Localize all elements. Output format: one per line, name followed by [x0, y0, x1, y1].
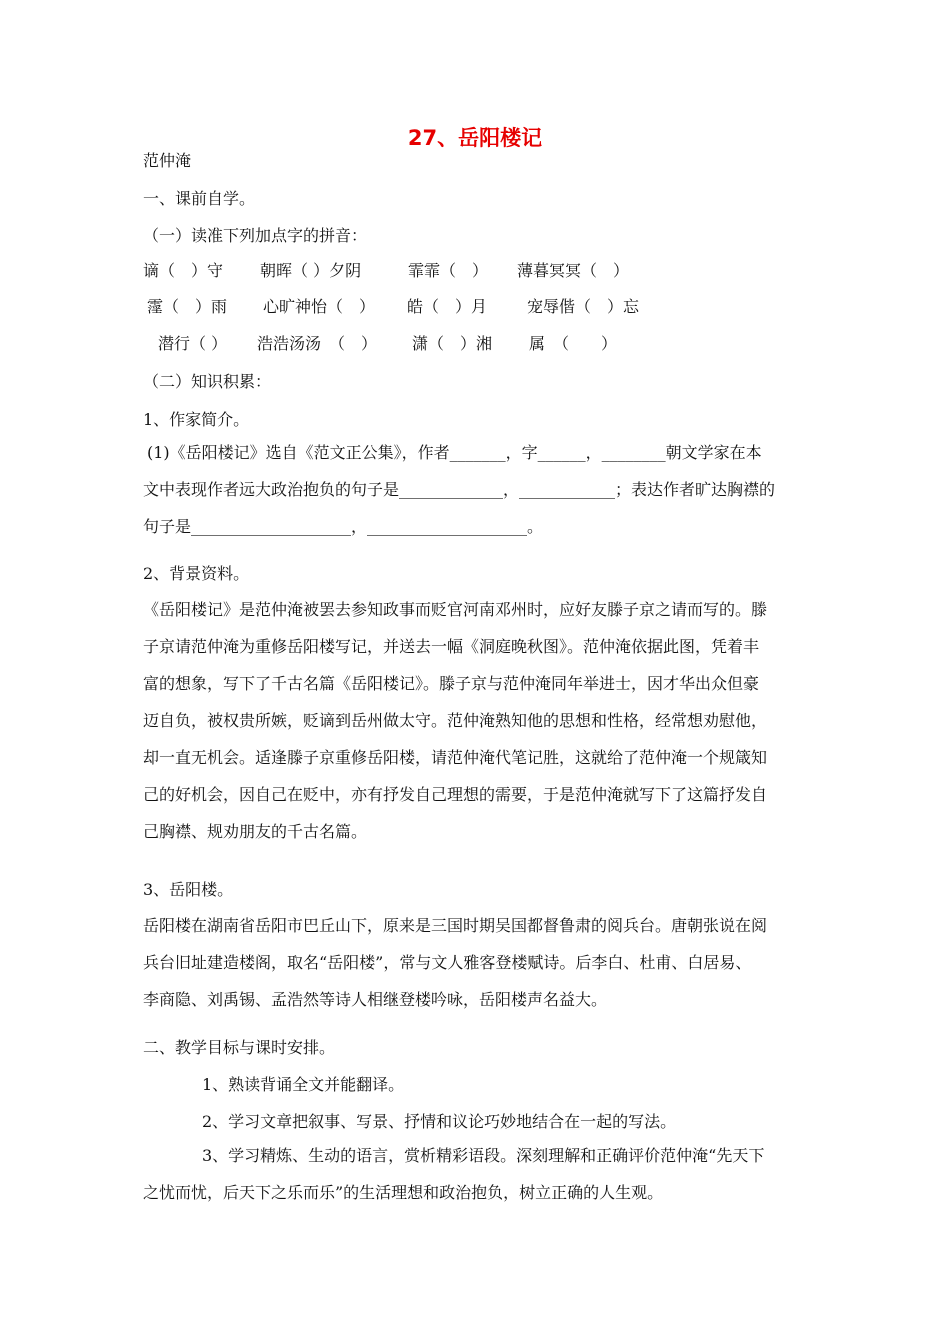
paragraph-line: 己胸襟、规劝朋友的千古名篇。 [143, 822, 368, 841]
fill-line: 文中表现作者远大政治抱负的句子是_____________，____________；表达作者旷达胸襟的 [143, 480, 776, 499]
section-1-heading: 一、课前自学。 [143, 189, 256, 208]
pinyin-item: 心旷神怡（ ） [263, 297, 376, 316]
pinyin-item: 霏霏（ ） [408, 261, 489, 280]
goal-item: 2、学习文章把叙事、写景、抒情和议论巧妙地结合在一起的写法。 [202, 1112, 677, 1131]
paragraph-line: 3、学习精炼、生动的语言，赏析精彩语段。深刻理解和正确评价范仲淹“先天下 [202, 1146, 765, 1165]
pinyin-item: 皓（ ）月 [407, 297, 488, 316]
pinyin-item: 潇（ ）湘 [412, 334, 493, 353]
fill-line: 句子是____________________，____________________。 [143, 517, 544, 536]
pinyin-item: 朝晖（ ）夕阴 [260, 261, 362, 280]
section-2-heading: 二、教学目标与课时安排。 [143, 1038, 336, 1057]
paragraph-line: 却一直无机会。适逢滕子京重修岳阳楼，请范仲淹代笔记胜，这就给了范仲淹一个规箴知 [143, 748, 768, 767]
pinyin-item: 霪（ ）雨 [147, 297, 228, 316]
pinyin-item: 潜行（ ） [158, 334, 228, 353]
paragraph-line: 岳阳楼在湖南省岳阳市巴丘山下，原来是三国时期吴国都督鲁肃的阅兵台。唐朝张说在阅 [143, 916, 768, 935]
subsection-pinyin-heading: （一）读准下列加点字的拼音： [143, 226, 368, 245]
pinyin-item: 谪（ ）守 [143, 261, 224, 280]
pinyin-item: 浩浩汤汤 （ ） [257, 334, 378, 353]
paragraph-line: 富的想象，写下了千古名篇《岳阳楼记》。滕子京与范仲淹同年举进士，因才华出众但豪 [143, 674, 760, 693]
item-yueyang-tower: 3、岳阳楼。 [143, 880, 234, 899]
pinyin-item: 属 （ ） [529, 334, 618, 353]
goal-3-paragraph [143, 1137, 808, 1211]
page-title: 27、岳阳楼记 [407, 126, 543, 150]
paragraph-line: 兵台旧址建造楼阁，取名“岳阳楼”，常与文人雅客登楼赋诗。后李白、杜甫、白居易、 [143, 953, 752, 972]
fill-line: (1)《岳阳楼记》选自《范文正公集》，作者_______，字______，________朝文学家在本 [147, 443, 762, 462]
paragraph-line: 李商隐、刘禹锡、孟浩然等诗人相继登楼吟咏，岳阳楼声名益大。 [143, 990, 608, 1009]
subsection-knowledge-heading: （二）知识积累： [143, 372, 272, 391]
background-paragraph [143, 591, 808, 850]
fill-in-paragraph [143, 434, 812, 545]
paragraph-line: 子京请范仲淹为重修岳阳楼写记，并送去一幅《洞庭晚秋图》。范仲淹依据此图，凭着丰 [143, 637, 760, 656]
paragraph-line: 之忧而忧，后天下之乐而乐”的生活理想和政治抱负，树立正确的人生观。 [143, 1183, 664, 1202]
tower-paragraph [143, 907, 808, 1018]
goal-item: 1、熟读背诵全文并能翻译。 [202, 1075, 405, 1094]
item-author-intro: 1、作家简介。 [143, 410, 250, 429]
paragraph-line: 《岳阳楼记》是范仲淹被罢去参知政事而贬官河南邓州时，应好友滕子京之请而写的。滕 [143, 600, 768, 619]
paragraph-line: 迈自负，被权贵所嫉，贬谪到岳州做太守。范仲淹熟知他的思想和性格，经常想劝慰他， [143, 711, 768, 730]
paragraph-line: 己的好机会，因自己在贬中，亦有抒发自己理想的需要，于是范仲淹就写下了这篇抒发自 [143, 785, 768, 804]
item-background: 2、背景资料。 [143, 564, 250, 583]
author-line: 范仲淹 [143, 151, 192, 170]
pinyin-item: 薄暮冥冥（ ） [517, 261, 630, 280]
pinyin-item: 宠辱偕（ ）忘 [527, 297, 640, 316]
